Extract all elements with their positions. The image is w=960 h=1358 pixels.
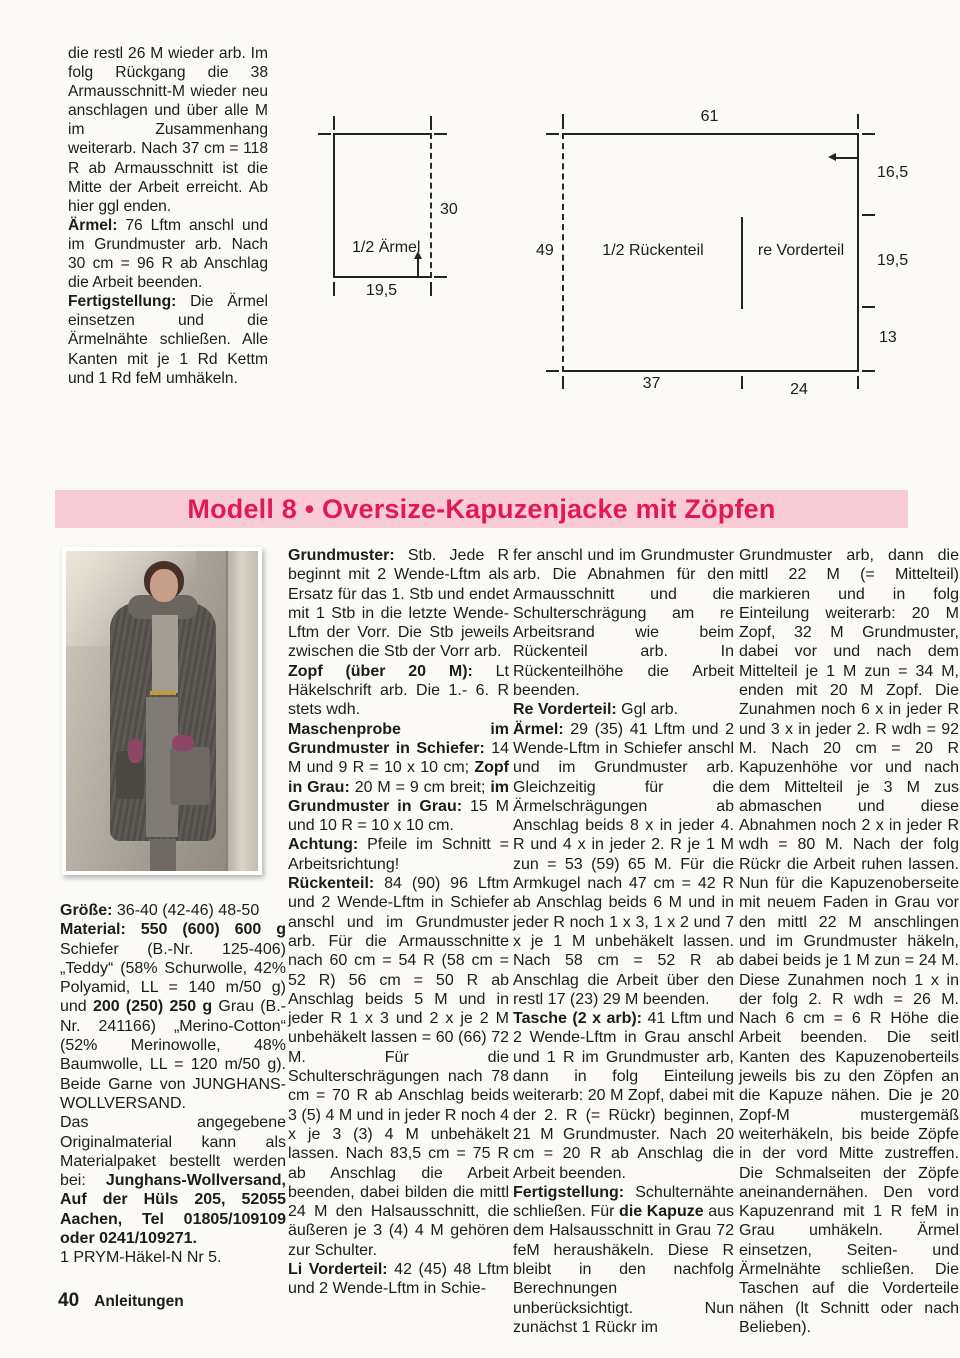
model-banner <box>55 490 908 528</box>
paragraph: Ärmel: 76 Lftm anschl und im Grundmuster arb. Nach 30 cm = 96 R ab Anschlag die Arbeit beenden. <box>68 216 268 292</box>
tick <box>857 114 859 129</box>
body-schematic <box>536 100 917 415</box>
tick <box>430 282 432 296</box>
sleeve-schematic <box>328 112 473 312</box>
sleeve-outline-top <box>333 133 432 135</box>
paragraph: Re Vorderteil: Ggl arb. <box>513 701 679 719</box>
footer-section-label: Anleitungen <box>94 1293 184 1310</box>
model-photo <box>62 547 262 875</box>
paragraph: Li Vorderteil: 42 (45) 48 Lftm und 2 Wende-Lftm in Schie- <box>288 1260 509 1298</box>
sleeve-height-label: 30 <box>440 201 458 218</box>
body-bottom-right-width-label: 24 <box>790 381 808 398</box>
coat-pocket-right <box>170 747 210 805</box>
paragraph: Grundmuster arb, dann die mittl 22 M (= Mittelteil) markieren und in folg Einteilung weiterarb: 20 M Zopf, 32 M Grundmuster, dabei vor und nach dem Mittelteil je 1 M zun = 34 M, enden mit 20 M Zopf. Die Zunahmen noch 6 x in jeder R und 3 x in jeder 2. R wdh = 92 M. Nach 20 cm = 20 R Kapuzenhöhe vor und nach dem Mittelteil je 3 M zus abmaschen und diese Abnahmen noch 2 x in jeder R wdh = 80 M. Nach der folg Rückr die Arbeit ruhen lassen. Nun für die Kapuzenoberseite mit neuem Faden in Grau vor den mittl 22 M anschlingen und im Grundmuster häkeln, dabei beids je 1 M zun = 24 M. Diese Zunahmen noch 1 x in der folg 2. R wdh = 26 M. Nach 6 cm = 6 R Höhe die Arbeit beenden. Die seitl Kanten des Kapuzenoberteils jeweils bis zu den Zöpfen an die Kapuze nähen. Die je 20 Zopf-M mustergemäß weiterhäkeln, bis beide Zöpfe in der vord Mitte zustreffen. Die Schmalseiten der Zöpfe aneinandernähen. Den vord Kapuzenrand mit 1 R feM in Grau umhäkeln. Ärmel einsetzen, Seiten- und Ärmelnähte schließen. Die Taschen auf die Vorderteile nähen (lt Schnitt oder nach Belieben). <box>739 547 959 1336</box>
sleeve-outline-bottom <box>333 276 432 278</box>
back-piece-label: 1/2 Rückenteil <box>602 242 704 259</box>
paragraph: Zopf (über 20 M): Lt Häkelschrift arb. Die 1.- 6. R stets wdh. <box>288 662 509 719</box>
page-number: 40 <box>58 1290 80 1311</box>
body-fold-line <box>562 133 564 372</box>
material-column <box>60 901 286 1268</box>
body-bottom-left-width-label: 37 <box>642 375 661 392</box>
body-outline-bottom <box>562 370 859 372</box>
sleeve-fold-line <box>430 133 432 278</box>
paragraph: Das angegebene Originalmaterial kann als Materialpaket bestellt werden bei: Junghans-Wollversand, Auf der Hüls 205, 52055 Aachen, Tel 01805/109109 oder 0241/109271. <box>60 1114 286 1248</box>
work-direction-arrowhead <box>414 251 422 259</box>
paragraph: Achtung: Pfeile im Schnitt = Arbeitsrichtung! <box>288 836 509 873</box>
tick <box>546 370 559 372</box>
model-belt <box>150 691 176 695</box>
sleeve-outline-left <box>333 133 335 278</box>
body-part-divider <box>741 217 743 309</box>
work-direction-arrow <box>836 157 857 159</box>
page-footer <box>58 1290 184 1312</box>
tick <box>862 133 875 135</box>
sleeve-width-label: 19,5 <box>365 282 398 299</box>
front-piece-label: re Vorderteil <box>757 242 845 259</box>
tick <box>430 116 432 130</box>
paragraph: Tasche (2 x arb): 41 Lftm und 2 Wende-Lftm in Grau anschl und 1 R im Grundmuster arb, dann in folg Einteilung weiterarb: 20 M Zopf, dabei mit der 2. R (= Rückr) beginnen, 21 M Grundmuster. Nach 20 cm = 20 R ab Anschlag die Arbeit beenden. <box>513 1010 735 1182</box>
instructions-column-3 <box>513 546 734 1337</box>
paragraph: 1 PRYM-Häkel-N Nr 5. <box>60 1249 222 1267</box>
body-outline-top <box>562 133 859 135</box>
model-glove-left <box>128 739 143 763</box>
model-glove-right <box>172 735 194 751</box>
paragraph: Maschenprobe im Grundmuster in Schiefer: 14 M und 9 R = 10 x 10 cm; Zopf in Grau: 20 M = 9 cm breit; im Grundmuster in Grau: 15 M und 10 R = 10 x 10 cm. <box>288 720 510 835</box>
tick <box>434 133 447 135</box>
body-right-top-label: 16,5 <box>877 164 909 181</box>
instructions-column-4 <box>739 546 959 1337</box>
tick <box>333 116 335 130</box>
paragraph: die restl 26 M wieder arb. Im folg Rückgang die 38 Armausschnitt-M wieder neu anschlagen und über alle M im Zusammenhang weiterarb. Nach 37 cm = 118 R ab Armausschnitt ist die Mitte der Arbeit erreicht. Ab hier ggl enden. <box>68 45 268 215</box>
paragraph: Fertigstellung: Schulternähte schließen. Für die Kapuze aus dem Halsausschnitt in Grau 72 feM heraushäkeln. Diese R bleibt in den nachfolg Berechnungen unberücksichtigt. Nun zunächst 1 Rückr im <box>513 1183 734 1336</box>
work-direction-arrowhead <box>828 153 836 161</box>
body-right-bottom-label: 13 <box>879 329 897 346</box>
intro-text-column <box>68 44 268 388</box>
body-left-height-label: 49 <box>536 242 554 259</box>
tick <box>318 133 331 135</box>
body-top-width-label: 61 <box>700 108 719 125</box>
sleeve-piece-label: 1/2 Ärmel <box>352 239 421 256</box>
paragraph: Rückenteil: 84 (90) 96 Lftm und 2 Wende-Lftm in Schiefer anschl und im Grundmuster arb. Für die Armausschnitte nach 60 cm = 54 R (58 cm = 52 R) 56 cm = 50 R ab Anschlag beids 5 M und in jeder R 1 x 3 und 2 x je 2 M unbehäkelt lassen = 60 (66) 72 M. Für die Schulterschrägungen nach 78 cm = 70 R ab Anschlag beids 3 (5) 4 M und in jeder R noch 4 x je 3 (3) 4 M unbehäkelt lassen. Nach 83,5 cm = 75 R ab Anschlag die Arbeit beenden, dabei bilden die mittl 24 M den Halsausschnitt, die äußeren je 3 (4) 4 M gehören zur Schulter. <box>288 875 509 1259</box>
work-direction-arrow <box>417 258 419 276</box>
paragraph: Ärmel: 29 (35) 41 Lftm und 2 Wende-Lftm in Schiefer anschl und im Grundmuster arb. Gleichzeitig für die Ärmelschrägungen ab Anschlag beids 8 x in jeder 4. R und 4 x in jeder 2. R je 1 M zun = 53 (59) 65 M. Für die Armkugel nach 47 cm = 42 R ab Anschlag beids 6 M und in jeder R noch 1 x 3, 1 x 2 und 7 x je 1 M unbehäkelt lassen. Nach 58 cm = 52 R ab Anschlag die Arbeit über den restl 17 (23) 29 M beenden. <box>513 720 734 1008</box>
model-banner-title: Modell 8 • Oversize-Kapuzenjacke mit Zöpfen <box>187 493 776 524</box>
tick <box>862 306 875 308</box>
paragraph: Grundmuster: Stb. Jede R beginnt mit 2 Wende-Lftm als Ersatz für das 1. Stb und endet mit 1 Stb in die letzte Wende-Lftm der Vorr. Die Stb jeweils zwischen die Stb der Vorr arb. <box>288 547 509 661</box>
tick <box>862 214 875 216</box>
paragraph: fer anschl und im Grundmuster arb. Die Abnahmen für den Armausschnitt und die Schulterschrägung am re Arbeitsrand wie beim Rückenteil arb. In Rückenteilhöhe die Arbeit beenden. <box>513 547 734 700</box>
tick <box>434 276 447 278</box>
tick <box>546 133 559 135</box>
model-legs <box>150 839 176 871</box>
tick <box>862 370 875 372</box>
paragraph: Größe: 36-40 (42-46) 48-50 <box>60 902 260 919</box>
instructions-column-2 <box>288 546 509 1299</box>
paragraph: Fertigstellung: Die Ärmel einsetzen und die Ärmelnähte schließen. Alle Kanten mit je 1 Rd Kettm und 1 Rd feM umhäkeln. <box>68 293 268 387</box>
photo-pillar <box>226 551 258 871</box>
photo-background <box>66 551 258 871</box>
tick <box>857 376 859 389</box>
body-right-middle-label: 19,5 <box>877 252 909 269</box>
body-outline-right <box>857 133 859 372</box>
model-face <box>150 569 178 602</box>
model-blouse <box>152 615 178 693</box>
paragraph: Material: 550 (600) 600 g Schiefer (B.-Nr. 125-406) „Teddy“ (58% Schurwolle, 42% Polyamid, LL = 140 m/50 g) und 200 (250) 250 g Grau (B.-Nr. 241166) „Merino-Cotton“ (52% Merinowolle, 48% Baumwolle, LL = 120 m/50 g). Beide Garne von JUNGHANS-WOLLVERSAND. <box>60 921 286 1112</box>
